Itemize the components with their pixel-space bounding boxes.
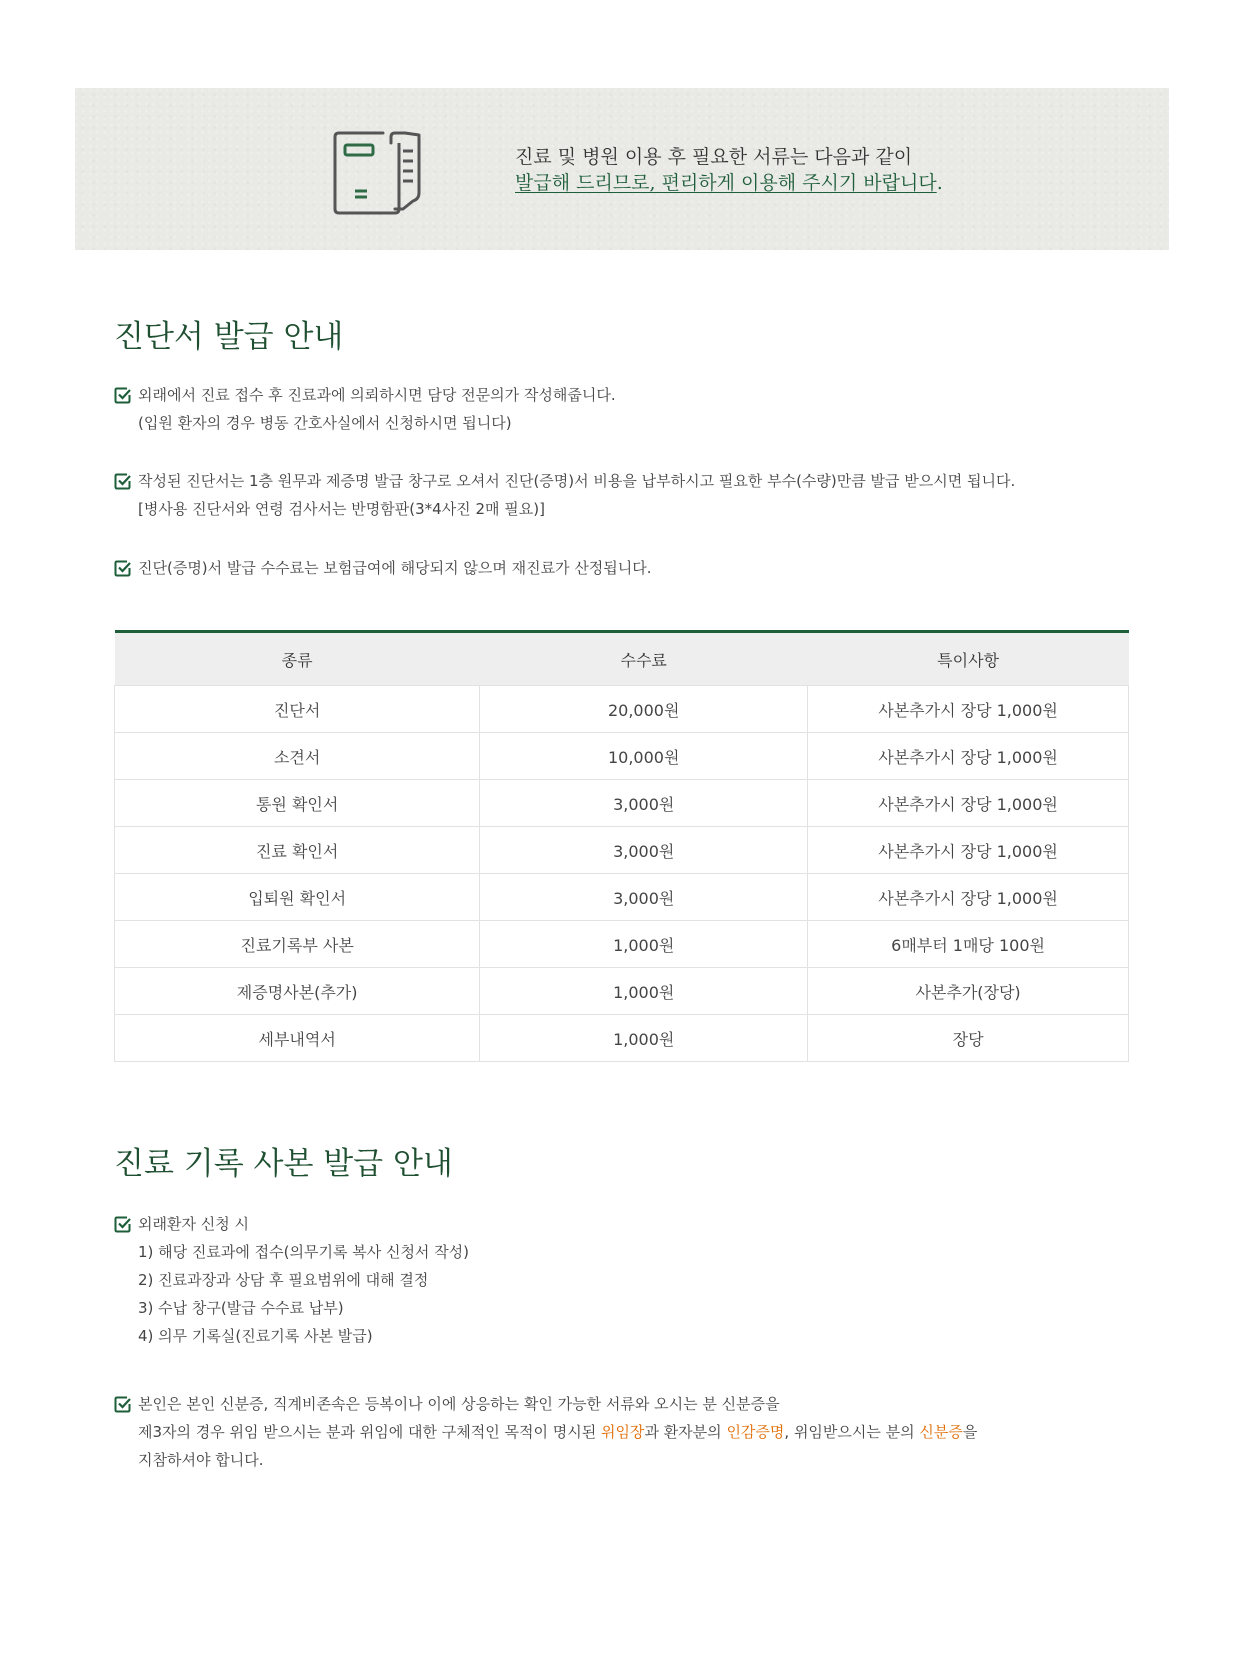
banner-line1: 진료 및 병원 이용 후 필요한 서류는 다음과 같이 — [515, 146, 913, 168]
cell-notes: 사본추가시 장당 1,000원 — [808, 780, 1129, 827]
cell-type: 통원 확인서 — [115, 780, 480, 827]
cell-fee: 3,000원 — [480, 874, 808, 921]
cell-fee: 3,000원 — [480, 827, 808, 874]
cell-type: 제증명사본(추가) — [115, 968, 480, 1015]
check-icon — [114, 473, 131, 490]
header-notes: 특이사항 — [808, 632, 1129, 686]
table-row — [115, 874, 1129, 921]
cell-fee: 1,000원 — [480, 921, 808, 968]
records-item-outpatient: 외래환자 신청 시 1) 해당 진료과에 접수(의무기록 복사 신청서 작성) 2) 진료과장과 상담 후 필요범위에 대해 결정 3) 수납 창구(발급 수수료 납부) 4) 의무 기록실(진료기록 사본 발급) — [114, 1210, 469, 1350]
cell-notes: 장당 — [808, 1015, 1129, 1062]
cell-notes: 사본추가시 장당 1,000원 — [808, 827, 1129, 874]
document-icon — [333, 129, 423, 215]
diagnosis-title: 진단서 발급 안내 — [114, 319, 344, 355]
cell-type: 진단서 — [115, 686, 480, 733]
fee-table — [114, 630, 1129, 1062]
cell-fee: 10,000원 — [480, 733, 808, 780]
table-row — [115, 733, 1129, 780]
banner-line2: 발급해 드리므로, 편리하게 이용해 주시기 바랍니다. — [515, 172, 943, 194]
cell-type: 세부내역서 — [115, 1015, 480, 1062]
records-item-identity: 본인은 본인 신분증, 직계비존속은 등복이나 이에 상응하는 확인 가능한 서류와 오시는 분 신분증을 제3자의 경우 위임 받으시는 분과 위임에 대한 구체적인 목적이 명시된 위임장과 환자분의 인감증명, 위임받으시는 분의 신분증을 지참하셔야 합니다. — [114, 1390, 977, 1474]
cell-fee: 3,000원 — [480, 780, 808, 827]
check-icon — [114, 1216, 131, 1233]
cell-fee: 1,000원 — [480, 1015, 808, 1062]
table-row — [115, 686, 1129, 733]
banner-text — [515, 144, 943, 196]
highlight-seal-certificate: 인감증명 — [726, 1423, 785, 1441]
check-icon — [114, 560, 131, 577]
cell-notes: 사본추가(장당) — [808, 968, 1129, 1015]
intro-banner — [75, 88, 1169, 250]
header-type: 종류 — [115, 632, 480, 686]
cell-type: 진료 확인서 — [115, 827, 480, 874]
cell-type: 진료기록부 사본 — [115, 921, 480, 968]
table-row — [115, 921, 1129, 968]
diagnosis-item-2: 작성된 진단서는 1층 원무과 제증명 발급 창구로 오셔서 진단(증명)서 비용을 납부하시고 필요한 부수(수량)만큼 발급 받으시면 됩니다. [병사용 진단서와 연령 검사서는 반명함판(3*4사진 2매 필요)] — [114, 467, 1015, 523]
cell-notes: 사본추가시 장당 1,000원 — [808, 733, 1129, 780]
highlight-id-card: 신분증 — [919, 1423, 963, 1441]
cell-type: 입퇴원 확인서 — [115, 874, 480, 921]
cell-type: 소견서 — [115, 733, 480, 780]
table-row — [115, 1015, 1129, 1062]
check-icon — [114, 387, 131, 404]
cell-fee: 20,000원 — [480, 686, 808, 733]
identity-line2: 제3자의 경우 위임 받으시는 분과 위임에 대한 구체적인 목적이 명시된 위임장과 환자분의 인감증명, 위임받으시는 분의 신분증을 — [138, 1423, 978, 1441]
cell-notes: 사본추가시 장당 1,000원 — [808, 686, 1129, 733]
records-title: 진료 기록 사본 발급 안내 — [114, 1146, 453, 1182]
cell-fee: 1,000원 — [480, 968, 808, 1015]
cell-notes: 6매부터 1매당 100원 — [808, 921, 1129, 968]
table-row — [115, 780, 1129, 827]
check-icon — [114, 1396, 131, 1413]
diagnosis-item-1: 외래에서 진료 접수 후 진료과에 의뢰하시면 담당 전문의가 작성해줍니다. (입원 환자의 경우 병동 간호사실에서 신청하시면 됩니다) — [114, 381, 616, 437]
table-row — [115, 968, 1129, 1015]
table-header-row — [115, 632, 1129, 686]
table-row — [115, 827, 1129, 874]
highlight-power-of-attorney: 위임장 — [600, 1423, 645, 1441]
diagnosis-item-3: 진단(증명)서 발급 수수료는 보험급여에 해당되지 않으며 재진료가 산정됩니다. — [114, 554, 652, 582]
cell-notes: 사본추가시 장당 1,000원 — [808, 874, 1129, 921]
header-fee: 수수료 — [480, 632, 808, 686]
